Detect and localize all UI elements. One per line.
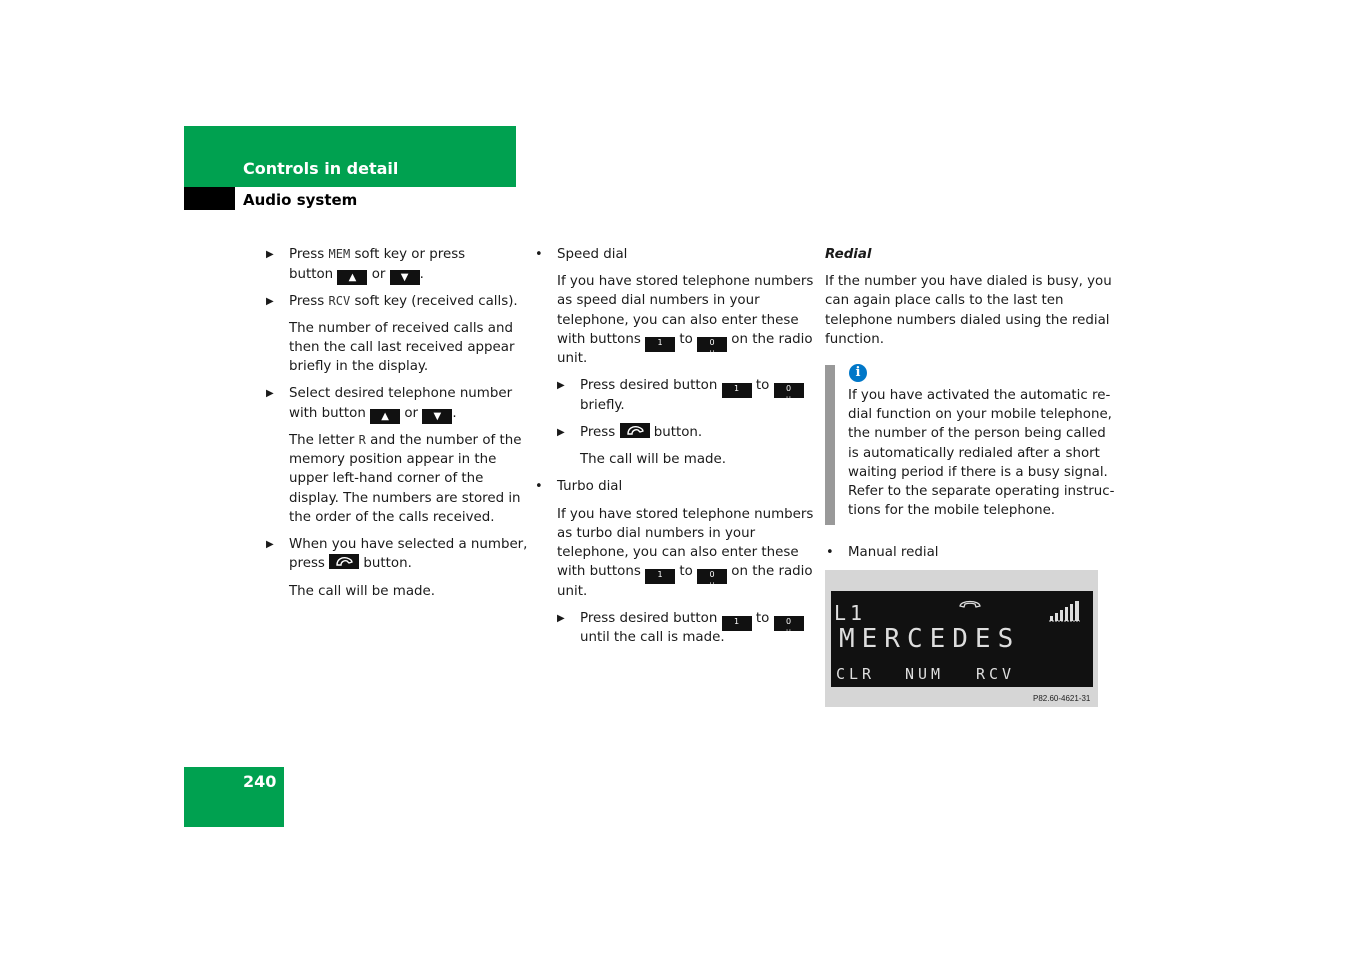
info-note-line: If you have activated the automatic re-: [848, 388, 1111, 403]
bullet-icon: •: [535, 479, 543, 494]
col2-para1-line4: with buttons 1 to 0 ␣ on the radio: [557, 332, 813, 353]
down-arrow-icon: ▼: [422, 409, 452, 424]
info-note-line: Refer to the separate operating instruc-: [848, 484, 1115, 499]
figure-reference-code: P82.60-4621-31: [1033, 694, 1091, 703]
info-note-line: is automatically redialed after a short: [848, 446, 1100, 461]
col1-para2-line: upper left-hand corner of the: [289, 471, 484, 486]
mem-softkey-label: MEM: [328, 247, 351, 261]
col2-para1-line: If you have stored telephone numbers: [557, 274, 814, 289]
col2-step1-line2: briefly.: [580, 398, 625, 413]
col1-step2: Press RCV soft key (received calls).: [289, 294, 518, 309]
col2-para3-line4: with buttons 1 to 0 ␣ on the radio: [557, 564, 813, 585]
lcd-softkey-rcv: RCV: [976, 665, 1016, 683]
col1-step4-line2: press button.: [289, 556, 412, 571]
col1-step1-line2: button ▲ or ▼ .: [289, 267, 424, 283]
col2-step3-line2: until the call is made.: [580, 630, 725, 645]
key-1-icon: 1: [722, 616, 752, 631]
col1-step3-line1: Select desired telephone number: [289, 386, 513, 401]
col3-para1-line: can again place calls to the last ten: [825, 293, 1064, 308]
page-number: 240: [243, 772, 277, 791]
bullet-icon: •: [535, 247, 543, 262]
lcd-softkey-num: NUM: [905, 665, 945, 683]
col1-para3: The call will be made.: [289, 584, 436, 599]
col1-para2-line: display. The numbers are stored in: [289, 491, 521, 506]
col2-step2: Press button.: [580, 425, 703, 440]
col1-para2-line: memory position appear in the: [289, 452, 497, 467]
step-triangle-icon: ▶: [557, 380, 565, 391]
up-arrow-icon: ▲: [370, 409, 400, 424]
step-triangle-icon: ▶: [266, 249, 274, 260]
key-0-icon: 0 ␣: [774, 616, 804, 631]
step-triangle-icon: ▶: [266, 296, 274, 307]
col1-para1-line: then the call last received appear: [289, 340, 515, 355]
key-0-icon: 0 ␣: [697, 569, 727, 584]
phone-send-icon: [620, 423, 650, 438]
col1-para2-line: the order of the calls received.: [289, 510, 495, 525]
col1-para1-line: The number of received calls and: [289, 321, 513, 336]
step-triangle-icon: ▶: [266, 388, 274, 399]
col2-step3-line1: Press desired button 1 to 0 ␣: [580, 609, 804, 631]
info-note-line: the number of the person being called: [848, 426, 1106, 441]
lcd-name: MERCEDES: [839, 624, 1021, 654]
redial-heading: Redial: [825, 247, 872, 262]
col2-para2: The call will be made.: [580, 452, 727, 467]
lcd-signal-strength-icon: [1049, 600, 1089, 626]
step-triangle-icon: ▶: [557, 427, 565, 438]
lcd-phone-icon: [958, 597, 982, 615]
rcv-softkey-label: RCV: [328, 294, 351, 308]
lcd-screen: [831, 591, 1093, 687]
step-triangle-icon: ▶: [557, 613, 565, 624]
key-0-icon: 0 ␣: [697, 337, 727, 352]
lcd-softkey-clr: CLR: [836, 665, 876, 683]
col2-bullet-turbo-dial: Turbo dial: [557, 479, 623, 494]
col2-para3-line: If you have stored telephone numbers: [557, 507, 814, 522]
key-1-icon: 1: [645, 569, 675, 584]
col1-step3-line2: with button ▲ or ▼ .: [289, 406, 457, 422]
col2-para3-line: telephone, you can also enter these: [557, 545, 799, 560]
col2-step1-line1: Press desired button 1 to 0 ␣: [580, 376, 804, 398]
section-title: Audio system: [243, 191, 358, 209]
col2-para1-line: telephone, you can also enter these: [557, 313, 799, 328]
phone-send-icon: [329, 554, 359, 569]
bullet-icon: •: [826, 545, 834, 560]
chapter-title: Controls in detail: [243, 159, 399, 178]
col3-para1-line: telephone numbers dialed using the redial: [825, 313, 1110, 328]
col1-para2-line1: The letter R and the number of the: [289, 433, 522, 448]
info-note-line: tions for the mobile telephone.: [848, 503, 1056, 518]
section-tab-marker: [184, 187, 235, 210]
col2-para3-line5: unit.: [557, 584, 588, 599]
key-1-icon: 1: [722, 383, 752, 398]
letter-r-code: R: [358, 433, 366, 447]
col3-bullet-manual-redial: Manual redial: [848, 545, 939, 560]
col2-bullet-speed-dial: Speed dial: [557, 247, 628, 262]
info-note-bar: [825, 365, 835, 525]
key-0-icon: 0 ␣: [774, 383, 804, 398]
col2-para3-line: as turbo dial numbers in your: [557, 526, 756, 541]
col1-step1-line1: Press MEM soft key or press: [289, 247, 466, 262]
lcd-memory-position: L1: [834, 601, 867, 625]
col3-para1-line: function.: [825, 332, 884, 347]
info-icon: i: [849, 364, 867, 382]
col2-para1-line: as speed dial numbers in your: [557, 293, 760, 308]
col2-para1-line5: unit.: [557, 351, 588, 366]
col3-para1-line: If the number you have dialed is busy, you: [825, 274, 1112, 289]
col1-step4-line1: When you have selected a number,: [289, 537, 528, 552]
info-note-line: waiting period if there is a busy signal.: [848, 465, 1108, 480]
down-arrow-icon: ▼: [390, 270, 420, 285]
col1-para1-line: briefly in the display.: [289, 359, 429, 374]
step-triangle-icon: ▶: [266, 539, 274, 550]
key-1-icon: 1: [645, 337, 675, 352]
info-note-line: dial function on your mobile telephone,: [848, 407, 1112, 422]
up-arrow-icon: ▲: [337, 270, 367, 285]
